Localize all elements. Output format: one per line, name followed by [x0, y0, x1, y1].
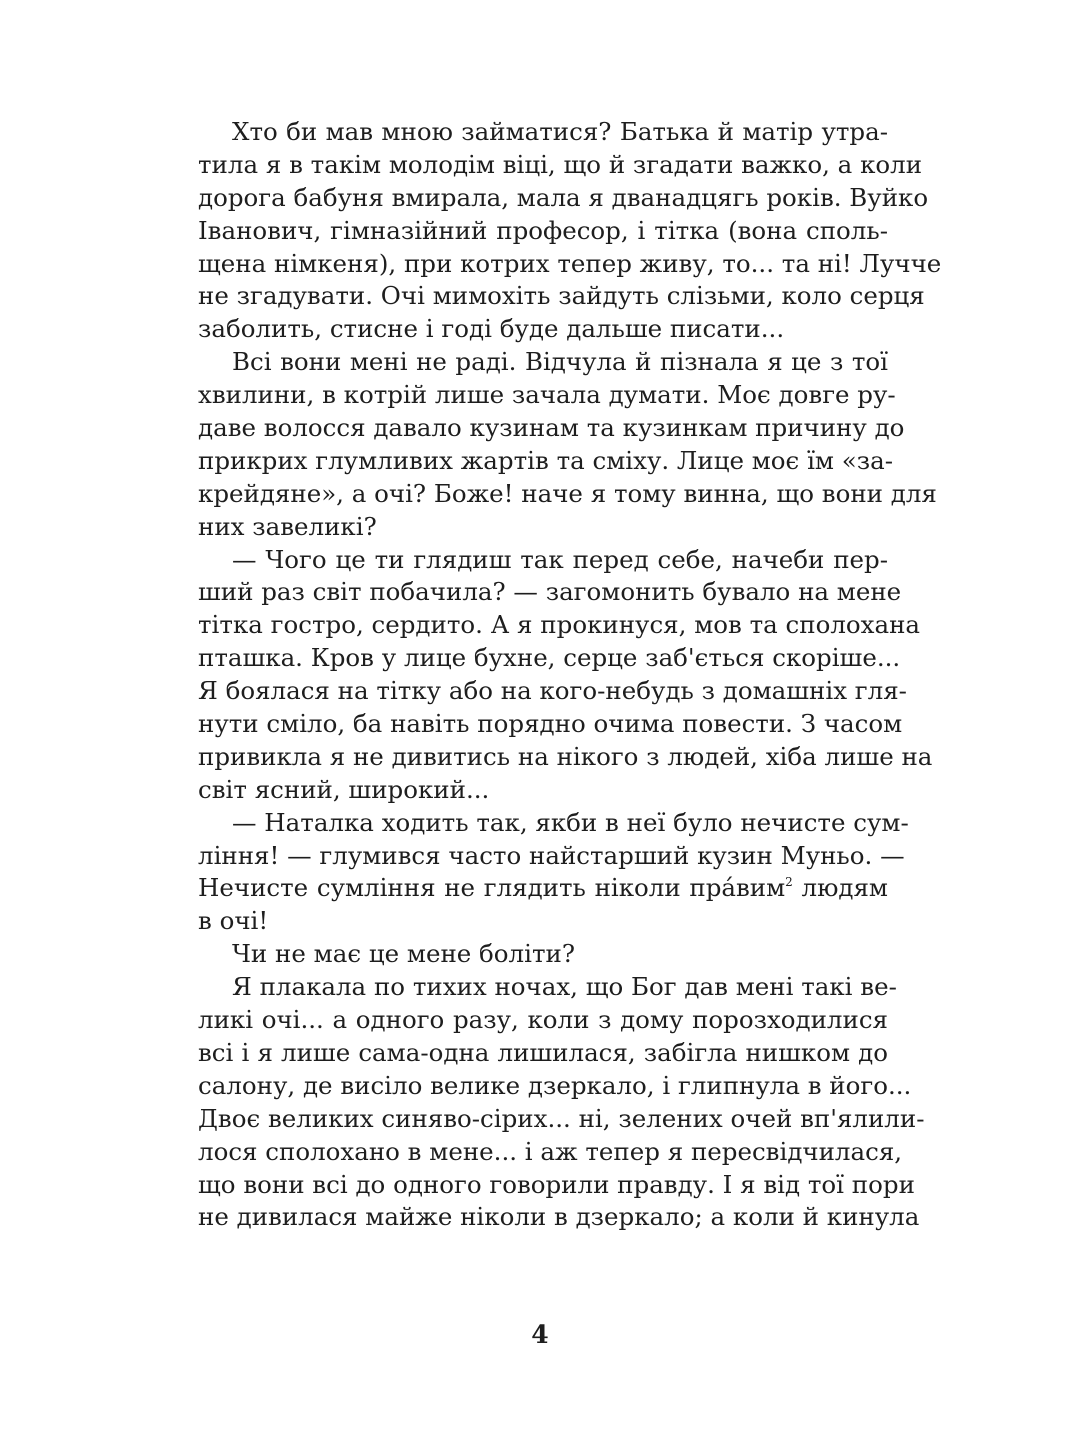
- text-line: не згадувати. Очі мимохіть зайдуть слізьми, коло серця: [198, 281, 925, 311]
- text-line: ший раз світ побачила? — загомонить бувало на мене: [198, 577, 902, 607]
- text-line: всі і я лише сама-одна лишилася, забігла нишком до: [198, 1037, 888, 1067]
- text-line: тила я в такім молодім віці, що й згадати важко, а коли: [198, 149, 923, 179]
- text-line: Хто би мав мною займатися? Батька й матір утра-: [232, 117, 888, 146]
- text-line: світ ясний, широкий...: [198, 774, 490, 804]
- text-line: салону, де висіло велике дзеркало, і глипнула в його...: [198, 1070, 912, 1100]
- text-line: ликі очі... а одного разу, коли з дому порозходилися: [198, 1005, 888, 1035]
- footnote-marker[interactable]: 2: [785, 875, 793, 890]
- text-line: тітка гостро, сердито. А я прокинуся, мов та сполохана: [198, 610, 921, 640]
- text-line-tail: людям: [801, 873, 888, 903]
- text-line: щена німкеня), при котрих тепер живу, то... та ні! Лучче: [198, 248, 942, 278]
- text-line: — Чого це ти глядиш так перед себе, начеби пер-: [232, 544, 888, 574]
- text-line: хвилини, в котрій лише зачала думати. Моє довге ру-: [198, 380, 896, 410]
- text-line: Я боялася на тітку або на кого-небудь з домашніх гля-: [198, 676, 907, 706]
- text-line: прикрих глумливих жартів та сміху. Лице моє їм «за-: [198, 445, 893, 475]
- text-line: Двоє великих синяво-сірих... ні, зелених очей вп'ялили-: [198, 1103, 925, 1133]
- page-number: 4: [531, 1320, 549, 1349]
- body-text: [198, 116, 942, 1234]
- text-line: дорога бабуня вмирала, мала я дванадцягь років. Вуйко: [198, 182, 929, 212]
- text-line: заболить, стисне і годі буде дальше писати...: [198, 314, 785, 344]
- text-line: в очі!: [198, 906, 269, 936]
- text-line: лося сполохано в мене... і аж тепер я пересвідчилася,: [198, 1136, 903, 1166]
- text-line: даве волосся давало кузинам та кузинкам причину до: [198, 413, 905, 443]
- text-line: Чи не має це мене боліти?: [232, 939, 575, 969]
- text-line: Всі вони мені не раді. Відчула й пізнала я це з тої: [232, 347, 888, 377]
- text-line: нути сміло, ба навіть порядно очима повести. З часом: [198, 709, 903, 739]
- text-line-with-footnote: [198, 872, 888, 905]
- text-line: — Наталка ходить так, якби в неї було нечисте сум-: [232, 807, 909, 837]
- text-line: пташка. Кров у лице бухне, серце заб'ється скоріше...: [198, 643, 901, 673]
- text-line: Іванович, гімназійний професор, і тітка (вона споль-: [198, 215, 888, 245]
- text-line-head: Нечисте сумління не глядить ніколи пра́вим: [198, 873, 786, 903]
- text-line: не дивилася майже ніколи в дзеркало; а коли й кинула: [198, 1202, 920, 1232]
- text-line: ління! — глумився часто найстарший кузин Муньо. —: [198, 840, 905, 870]
- text-line: Я плакала по тихих ночах, що Бог дав мені такі ве-: [232, 972, 897, 1002]
- text-line: крейдяне», а очі? Боже! наче я тому винна, що вони для: [198, 478, 937, 508]
- text-line: що вони всі до одного говорили правду. І я від тої пори: [198, 1169, 915, 1199]
- text-line: привикла я не дивитись на нікого з людей, хіба лише на: [198, 741, 933, 771]
- text-line: них завеликі?: [198, 511, 377, 541]
